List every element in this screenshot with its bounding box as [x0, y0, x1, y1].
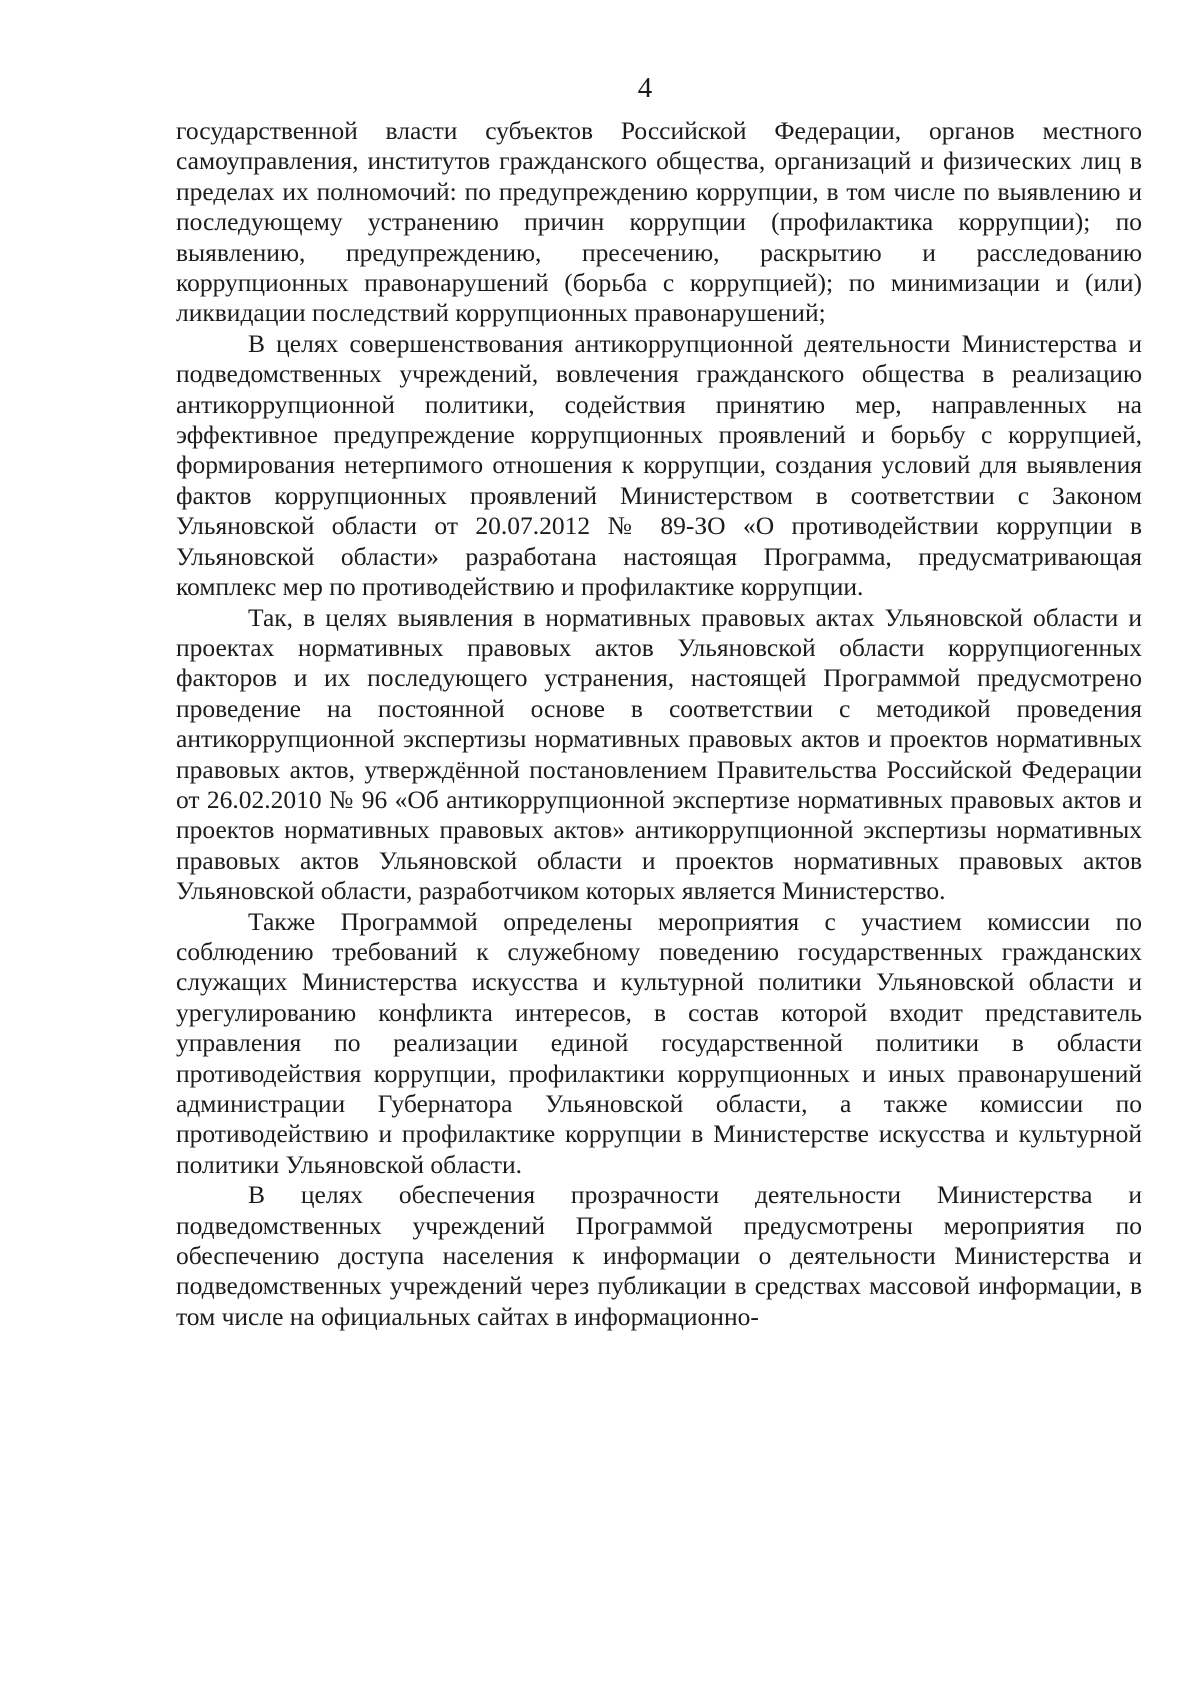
paragraph-commission-measures: Также Программой определены мероприятия с участием комиссии по соблюдению требований к служебному поведению государственных гражданских служащих Министерства искусства и культурной политики Ульяновской области и урегулированию конфликта интересов, в состав которой входит представитель управления по реализации единой государственной политики в области противодействия коррупции, профилактики коррупционных и иных правонарушений администрации Губернатора Ульяновской области, а также комиссии по противодействию и профилактике коррупции в Министерстве искусства и культурной политики Ульяновской области. [176, 906, 1142, 1179]
paragraph-continuation: государственной власти субъектов Российской Федерации, органов местного самоуправления, институтов гражданского общества, организаций и физических лиц в пределах их полномочий: по предупреждению коррупции, в том числе по выявлению и последующему устранению причин коррупции (профилактика коррупции); по выявлению, предупреждению, пресечению, раскрытию и расследованию коррупционных правонарушений (борьба с коррупцией); по минимизации и (или) ликвидации последствий коррупционных правонарушений; [176, 116, 1142, 328]
document-body [176, 116, 1142, 1332]
paragraph-anticorruption-expertise: Так, в целях выявления в нормативных правовых актах Ульяновской области и проектах нормативных правовых актов Ульяновской области коррупциогенных факторов и их последующего устранения, настоящей Программой предусмотрено проведение на постоянной основе в соответствии с методикой проведения антикоррупционной экспертизы нормативных правовых актов и проектов нормативных правовых актов, утверждённой постановлением Правительства Российской Федерации от 26.02.2010 № 96 «Об антикоррупционной экспертизе нормативных правовых актов и проектов нормативных правовых актов» антикоррупционной экспертизы нормативных правовых актов Ульяновской области и проектов нормативных правовых актов Ульяновской области, разработчиком которых является Министерство. [176, 602, 1142, 906]
paragraph-transparency: В целях обеспечения прозрачности деятельности Министерства и подведомственных учреждений Программой предусмотрены мероприятия по обеспечению доступа населения к информации о деятельности Министерства и подведомственных учреждений через публикации в средствах массовой информации, в том числе на официальных сайтах в информационно- [176, 1180, 1142, 1331]
page-number: 4 [637, 72, 653, 104]
paragraph-program-purpose: В целях совершенствования антикоррупционной деятельности Министерства и подведомственных учреждений, вовлечения гражданского общества в реализацию антикоррупционной политики, содействия принятию мер, направленных на эффективное предупреждение коррупционных проявлений и борьбу с коррупцией, формирования нетерпимого отношения к коррупции, создания условий для выявления фактов коррупционных проявлений Министерством в соответствии с Законом Ульяновской области от 20.07.2012 № 89-ЗО «О противодействии коррупции в Ульяновской области» разработана настоящая Программа, предусматривающая комплекс мер по противодействию и профилактике коррупции. [176, 328, 1142, 602]
